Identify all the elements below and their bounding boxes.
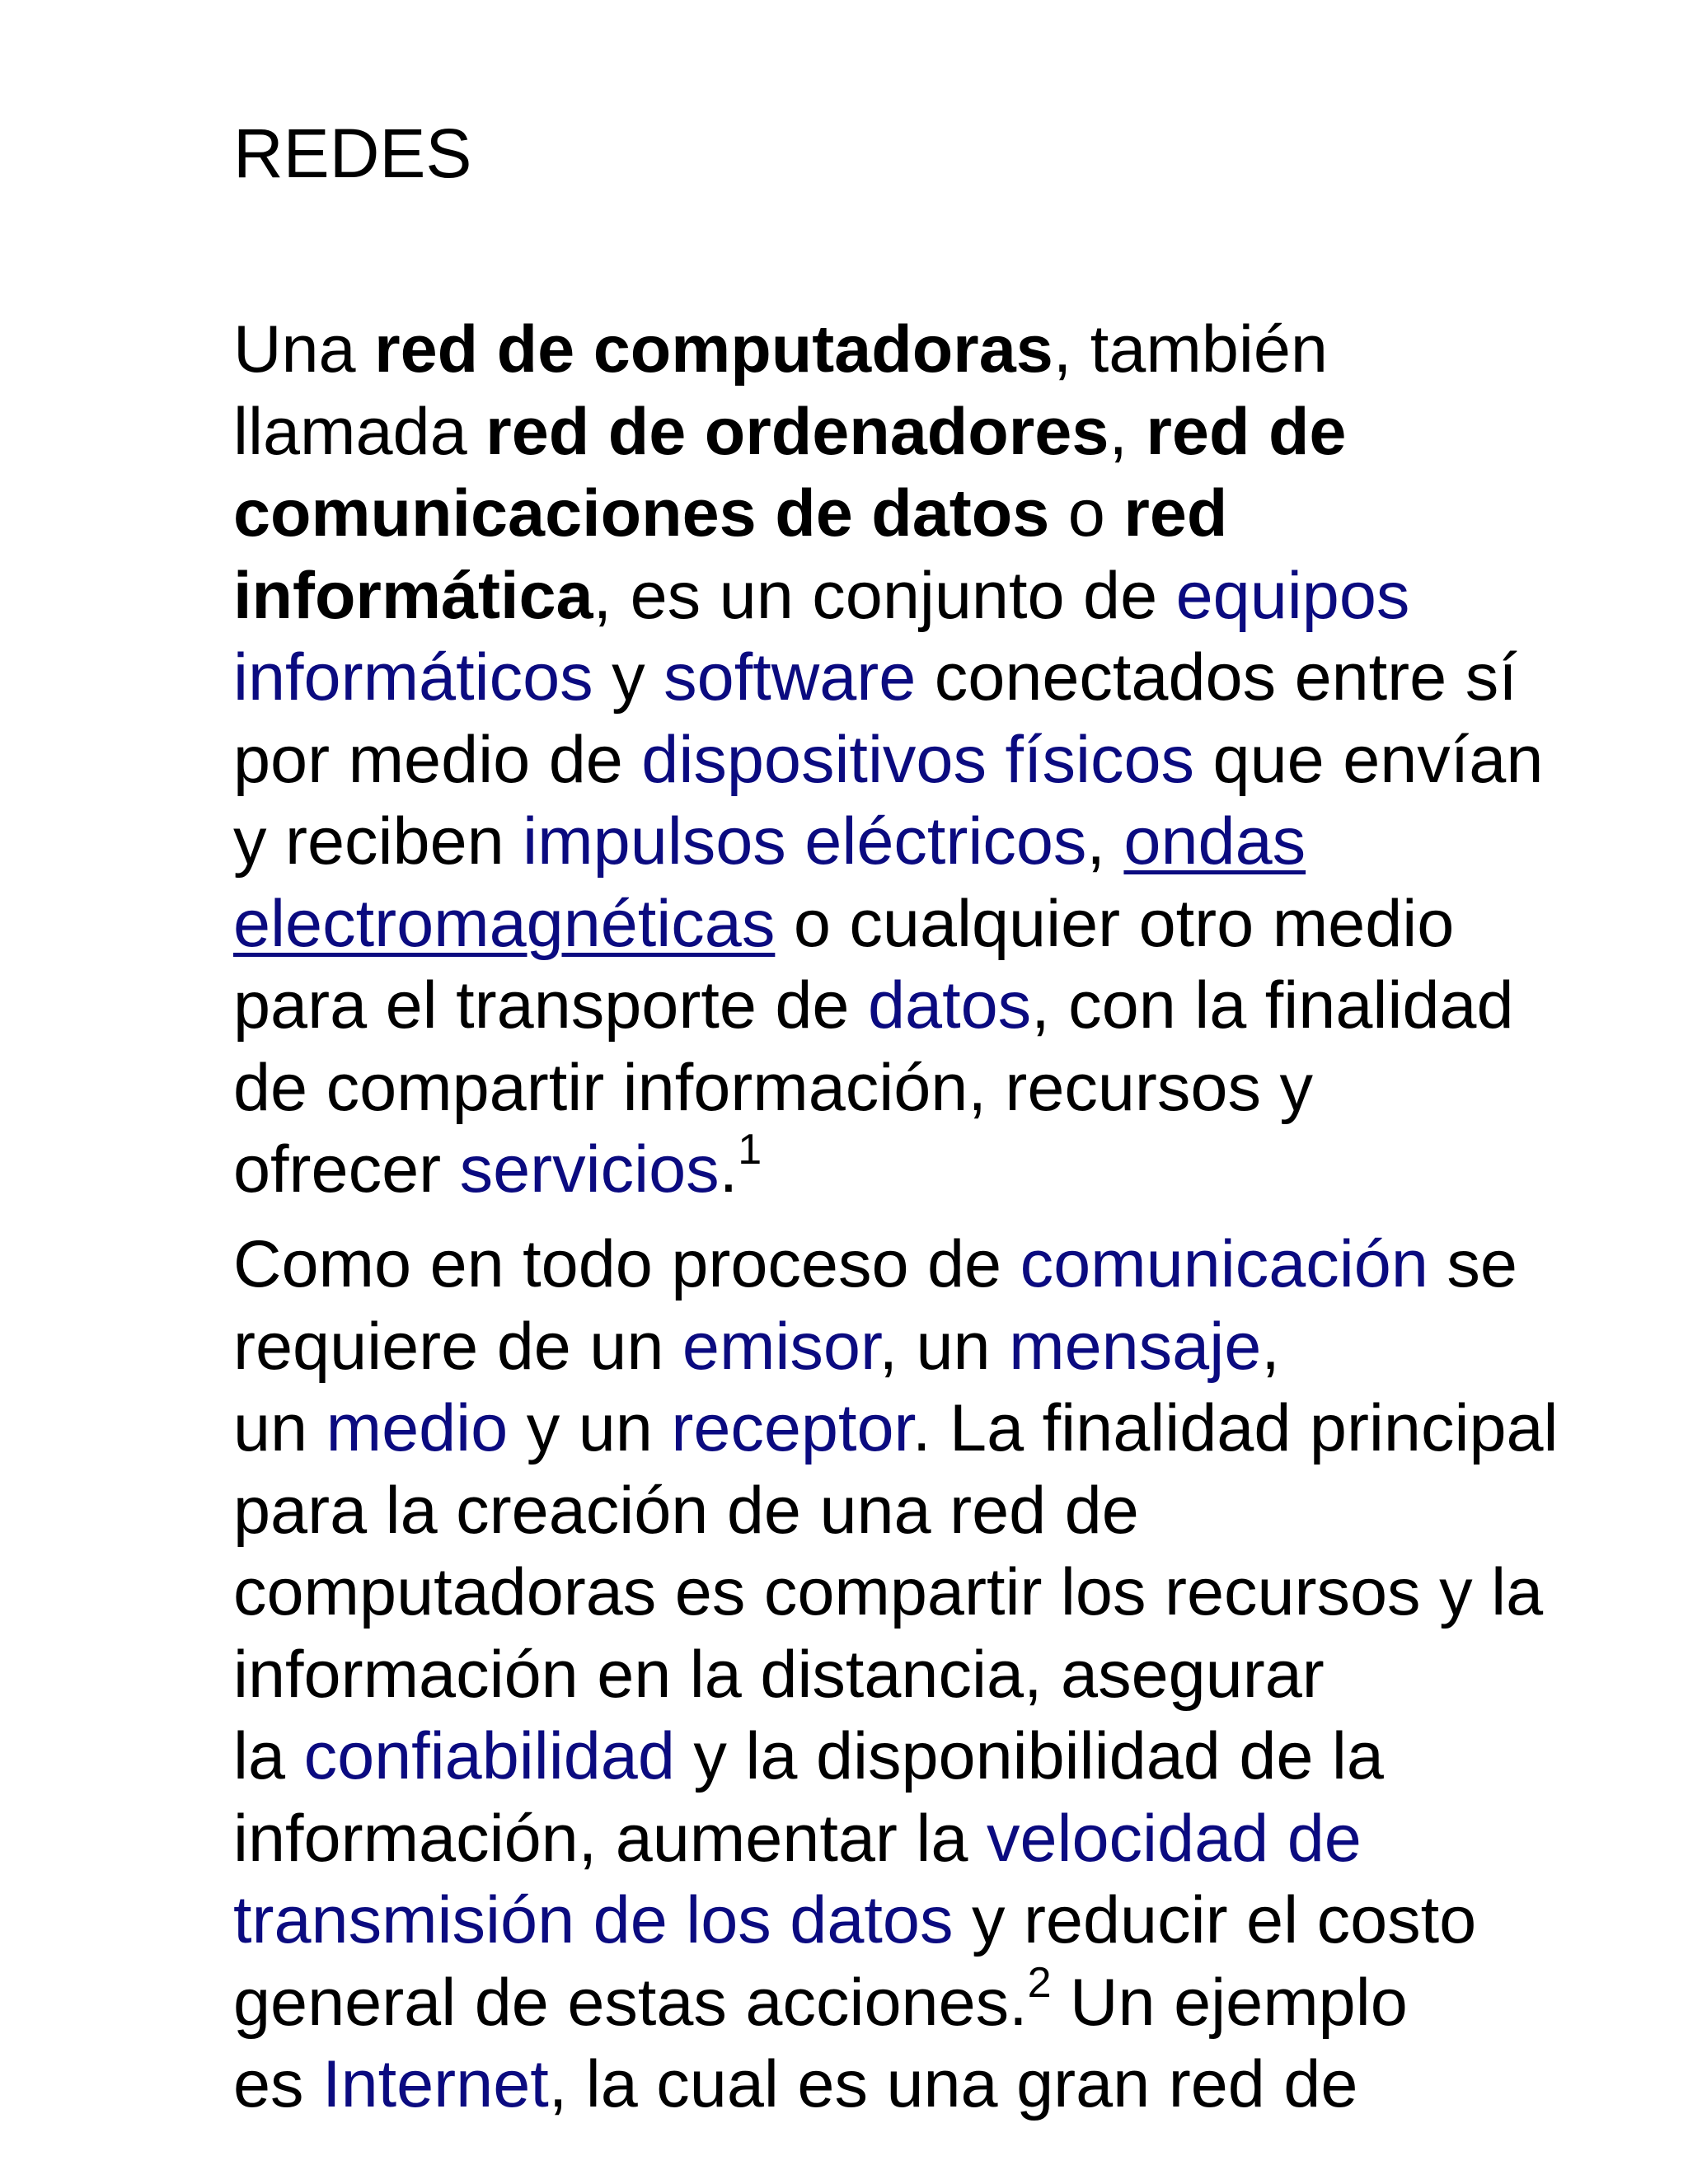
link-comunicacion[interactable]: comunicación [1020,1227,1428,1301]
text-line [233,473,1667,555]
text: y [593,640,664,715]
text: información, aumentar la [233,1801,987,1876]
text: , [1086,804,1124,879]
text-line [233,1306,1667,1389]
paragraph-definition [233,309,1667,1212]
link-ondas-electromagneticas[interactable]: ondas [1123,804,1306,879]
text: computadoras es compartir los recursos y la [233,1555,1544,1629]
link-emisor[interactable]: emisor [682,1309,879,1384]
text: , también [1053,312,1328,387]
link-mensaje[interactable]: mensaje [1009,1309,1262,1384]
text: es [233,2047,323,2121]
footnote-ref-1[interactable]: 1 [738,1126,762,1174]
footnote-ref-2[interactable]: 2 [1027,1958,1052,2007]
text: y reciben [233,804,523,879]
text: o [1049,476,1124,551]
text: información en la distancia, asegurar [233,1637,1325,1712]
text-line [233,1047,1667,1130]
text: requiere de un [233,1309,682,1384]
text: , un [879,1309,1010,1384]
text: Un ejemplo [1051,1965,1408,2040]
link-internet[interactable]: Internet [322,2047,549,2121]
text-line [233,1126,1667,1212]
text: para la creación de una red de [233,1473,1139,1548]
link-equipos-informaticos[interactable]: equipos [1175,558,1410,633]
link-receptor[interactable]: receptor [671,1391,913,1465]
link-impulsos-electricos[interactable]: impulsos eléctricos [523,804,1087,879]
text: y reducir el costo [953,1883,1477,1957]
text-line [233,1716,1667,1798]
text-line [233,1958,1667,2045]
bold-term: red de computadoras [374,312,1053,387]
bold-term: red de ordenadores [485,394,1109,469]
text: y la disponibilidad de la [674,1719,1384,1793]
text-line [233,637,1667,719]
text: , la cual es una gran red de [548,2047,1358,2121]
text: y un [508,1391,672,1465]
paragraph-purpose [233,1224,1667,2126]
link-velocidad-de-transmision[interactable]: velocidad de [986,1801,1362,1876]
text-line [233,309,1667,391]
link-servicios[interactable]: servicios [459,1132,720,1207]
text: , [1109,394,1146,469]
text-line [233,1224,1667,1306]
bold-term: informática [233,558,593,633]
text: Una [233,312,375,387]
bold-term: red [1123,476,1228,551]
text: . La finalidad principal [912,1391,1559,1465]
text: Como en todo proceso de [233,1227,1020,1301]
text: conectados entre sí [916,640,1517,715]
text-line [233,391,1667,474]
text-line [233,1388,1667,1470]
text-line [233,1552,1667,1634]
text: ofrecer [233,1132,460,1207]
text: que envían [1194,722,1544,797]
text: . [719,1132,738,1207]
text: , es un conjunto de [593,558,1176,633]
text-line [233,555,1667,638]
link-software[interactable]: software [663,640,917,715]
text-line [233,965,1667,1047]
bold-term: comunicaciones de datos [233,476,1050,551]
link-confiabilidad[interactable]: confiabilidad [303,1719,675,1793]
text: o cualquier otro medio [775,886,1455,961]
text-line [233,2044,1667,2126]
text: por medio de [233,722,642,797]
bold-term: red de [1146,394,1347,469]
text: de compartir información, recursos y [233,1050,1313,1125]
text-line [233,1470,1667,1553]
text: , con la finalidad [1031,968,1514,1043]
text: un [233,1391,326,1465]
link-datos[interactable]: datos [867,968,1032,1043]
text: general de estas acciones. [233,1965,1028,2040]
text: llamada [233,394,486,469]
text: , [1261,1309,1280,1384]
link-medio[interactable]: medio [326,1391,509,1465]
text: para el transporte de [233,968,868,1043]
link-velocidad-de-transmision[interactable]: transmisión de los datos [233,1883,954,1957]
link-ondas-electromagneticas[interactable]: electromagnéticas [233,886,776,961]
link-dispositivos-fisicos[interactable]: dispositivos físicos [641,722,1195,797]
text: la [233,1719,304,1793]
text-line [233,1798,1667,1881]
text: se [1428,1227,1517,1301]
link-equipos-informaticos[interactable]: informáticos [233,640,593,715]
text-line [233,1880,1667,1962]
text-line [233,801,1667,883]
text-line [233,719,1667,802]
document-title: REDES [233,115,472,192]
text-line [233,883,1667,966]
text-line [233,1634,1667,1717]
